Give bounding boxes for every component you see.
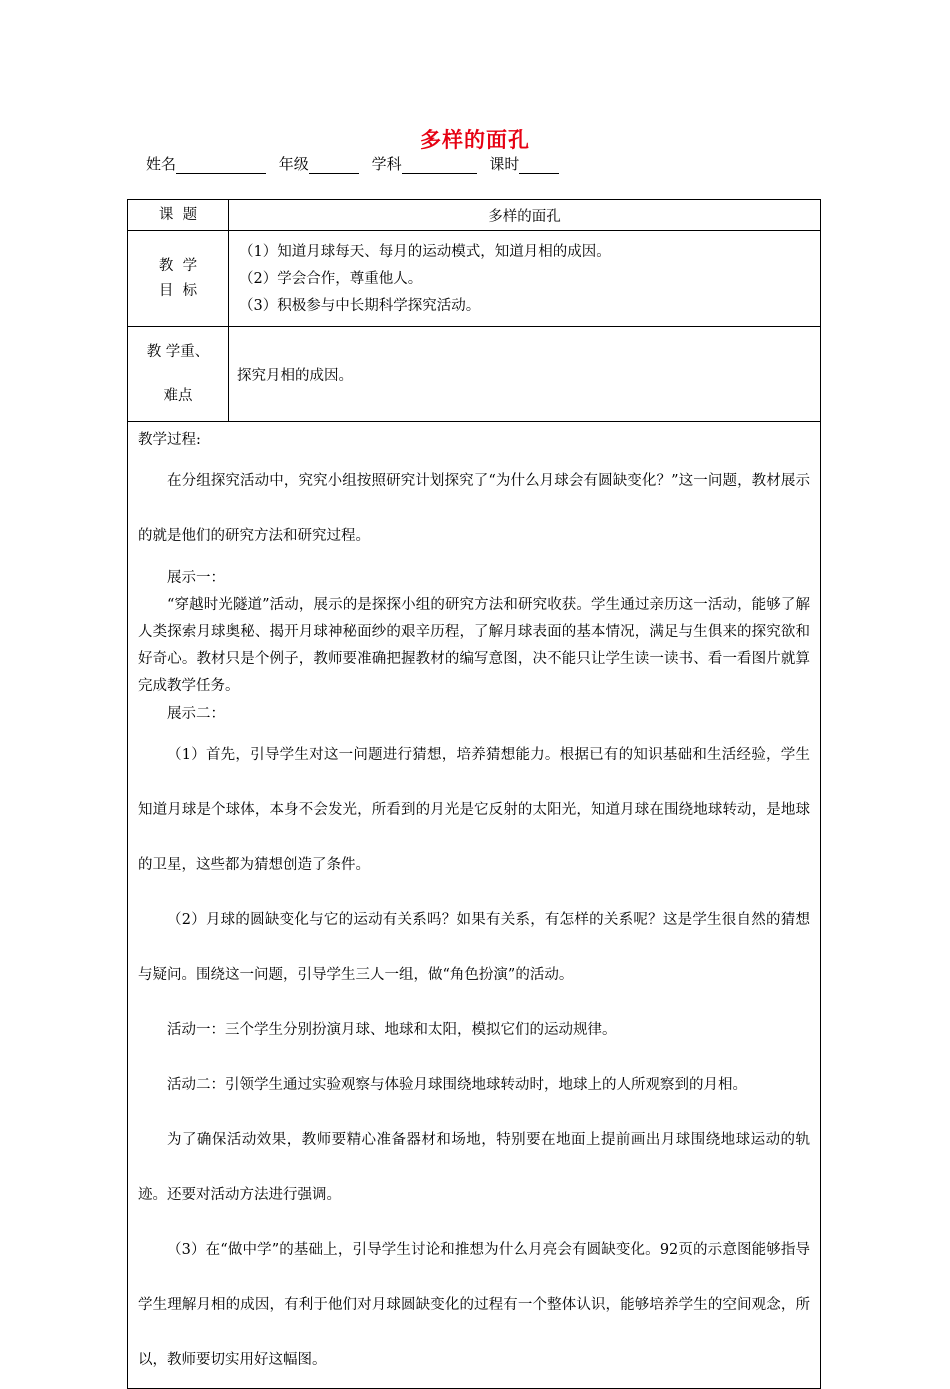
goals-label [128, 231, 229, 327]
focus-value: 探究月相的成因。 [229, 327, 821, 422]
page-title: 多样的面孔 [420, 127, 530, 152]
goal-item: （2）学会合作，尊重他人。 [239, 271, 423, 287]
show2-title: 展示二： [167, 706, 225, 722]
show1-text: “穿越时光隧道”活动，展示的是探探小组的研究方法和研究收获。学生通过亲历这一活动，能够了解人类探索月球奥秘、揭开月球神秘面纱的艰辛历程，了解月球表面的基本情况，满足与生俱来的探究欲和好奇心。教材只是个例子，教师要准确把握教材的编写意图，决不能只让学生读一读书、看一看图片就算完成教学任务。 [138, 597, 810, 694]
goals-label-line1: 教 学 [158, 257, 198, 274]
show1-title: 展示一： [167, 570, 225, 586]
step1-text: （1）首先，引导学生对这一问题进行猜想，培养猜想能力。根据已有的知识基础和生活经验，学生知道月球是个球体，本身不会发光，所看到的月光是它反射的太阳光，知道月球在围绕地球转动，是地球的卫星，这些都为猜想创造了条件。 [138, 747, 810, 873]
goals-label-line2: 目 标 [158, 282, 198, 299]
goal-item: （3）积极参与中长期科学探究活动。 [239, 298, 481, 314]
grade-blank [309, 157, 359, 174]
lesson-plan-table [127, 199, 821, 1389]
topic-row [128, 200, 821, 231]
ensure-text: 为了确保活动效果，教师要精心准备器材和场地，特别要在地面上提前画出月球围绕地球运动的轨迹。还要对活动方法进行强调。 [138, 1132, 810, 1203]
goals-row [128, 231, 821, 327]
topic-value: 多样的面孔 [229, 200, 821, 231]
activity1-text: 活动一：三个学生分别扮演月球、地球和太阳，模拟它们的运动规律。 [167, 1022, 617, 1038]
focus-row [128, 327, 821, 422]
name-label: 姓名 [146, 155, 177, 173]
student-info-line [146, 153, 567, 174]
focus-label-line2: 难点 [163, 388, 193, 404]
step2-text: （2）月球的圆缺变化与它的运动有关系吗？如果有关系，有怎样的关系呢？这是学生很自然的猜想与疑问。围绕这一问题，引导学生三人一组，做“角色扮演”的活动。 [138, 912, 810, 983]
focus-label-line1: 教 学重、 [146, 344, 210, 360]
process-intro: 在分组探究活动中，究究小组按照研究计划探究了“为什么月球会有圆缺变化？”这一问题，教材展示的就是他们的研究方法和研究过程。 [138, 473, 810, 544]
focus-label [128, 327, 229, 422]
goals-list [229, 231, 821, 327]
name-blank [176, 157, 266, 174]
goal-item: （1）知道月球每天、每月的运动模式，知道月相的成因。 [239, 244, 611, 260]
process-heading: 教学过程: [138, 432, 201, 448]
grade-label: 年级 [278, 155, 309, 173]
period-label: 课时 [489, 155, 520, 173]
subject-blank [402, 157, 477, 174]
subject-label: 学科 [371, 155, 402, 173]
process-row [128, 422, 821, 1389]
step3-text: （3）在“做中学”的基础上，引导学生讨论和推想为什么月亮会有圆缺变化。92页的示意图能够指导学生理解月相的成因，有利于他们对月球圆缺变化的过程有一个整体认识，能够培养学生的空间观念，所以，教师要切实用好这幅图。 [138, 1242, 810, 1368]
topic-label: 课 题 [128, 200, 229, 231]
teaching-process [128, 422, 821, 1389]
period-blank [519, 157, 559, 174]
activity2-text: 活动二：引领学生通过实验观察与体验月球围绕地球转动时，地球上的人所观察到的月相。 [167, 1077, 747, 1093]
